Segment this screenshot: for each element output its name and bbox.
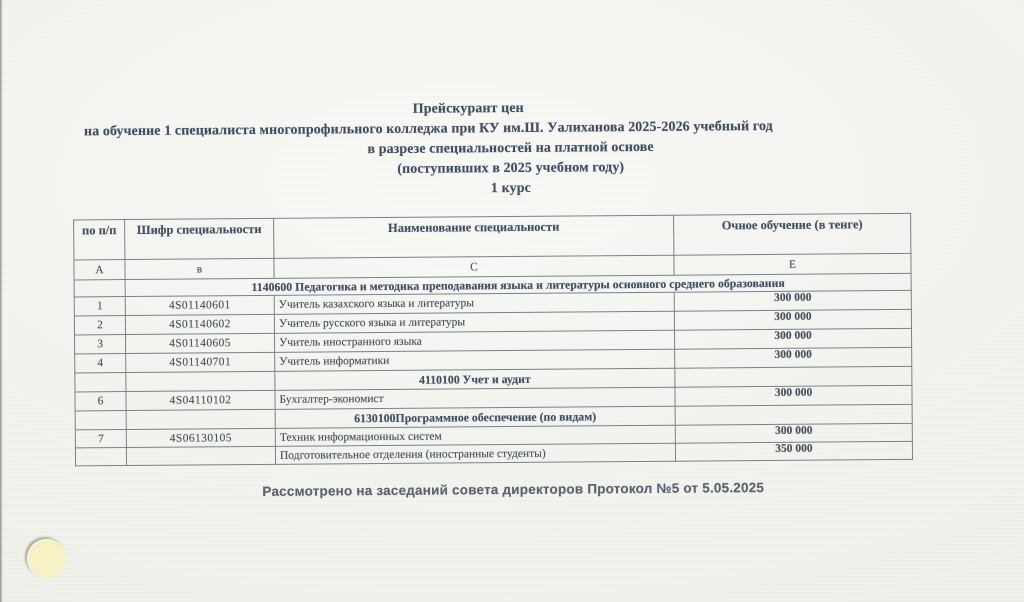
footer-protocol-note: Рассмотрено на заседаний совета директоров Протокол №5 от 5.05.2025	[262, 480, 765, 499]
tuition-price: 300 000	[674, 309, 911, 330]
table-header-row	[74, 213, 911, 260]
tuition-price: 300 000	[675, 423, 912, 443]
tuition-price: 350 000	[675, 441, 912, 461]
subheader-c: С	[274, 255, 674, 278]
row-number: 1	[74, 297, 125, 316]
row-number: 2	[74, 316, 125, 335]
row-number: 3	[75, 335, 126, 354]
tuition-price: 300 000	[675, 347, 912, 368]
specialty-name: Учитель казахского языка и литературы	[274, 292, 674, 314]
empty-cell	[675, 404, 912, 425]
empty-cell	[126, 409, 275, 429]
specialty-code: 4S06130105	[126, 428, 275, 447]
specialty-code	[126, 446, 275, 465]
specialty-name: Учитель информатики	[275, 349, 675, 371]
empty-cell	[75, 411, 126, 430]
tuition-price: 300 000	[674, 328, 911, 349]
row-number: 4	[75, 354, 126, 373]
title-line-2: на обучение 1 специалиста многопрофильного колледжа при КУ им.Ш. Уалиханова 2025-2026 учебный год	[83, 118, 773, 140]
specialty-code: 4S01140605	[126, 333, 275, 353]
empty-cell	[126, 371, 275, 391]
header-row-number: по п/п	[74, 220, 125, 260]
tuition-price: 300 000	[674, 290, 911, 311]
row-number	[75, 448, 126, 466]
specialty-code: 4S01140602	[125, 314, 274, 334]
specialty-name: Подготовительное отделения (иностранные студенты)	[275, 443, 675, 464]
tuition-price: 300 000	[675, 385, 912, 406]
subheader-a: А	[74, 260, 125, 280]
section-title: 4110100 Учет и аудит	[275, 368, 675, 390]
document-title	[0, 95, 1023, 203]
specialty-name: Учитель иностранного языка	[275, 330, 675, 352]
price-table	[73, 213, 913, 467]
row-number: 7	[75, 430, 126, 448]
title-line-3: в разрезе специальностей на платной основе	[367, 139, 654, 158]
subheader-e: Е	[674, 253, 911, 275]
empty-cell	[75, 373, 126, 392]
row-number: 6	[75, 392, 126, 411]
specialty-name: Техник информационных систем	[275, 425, 675, 446]
specialty-code: 4S01140601	[125, 295, 274, 315]
specialty-code: 4S04110102	[126, 390, 275, 410]
header-tuition: Очное обучение (в тенге)	[674, 213, 911, 255]
specialty-name: Бухгалтер-экономист	[275, 387, 675, 409]
section-title: 1140600 Педагогика и методика преподавания языка и литературы основного среднего образования	[125, 273, 911, 296]
specialty-name: Учитель русского языка и литературы	[274, 311, 674, 333]
empty-cell	[74, 280, 125, 297]
title-line-1: Прейскурант цен	[412, 100, 524, 117]
section-title: 6130100Программное обеспечение (по видам)	[275, 406, 675, 428]
specialty-code: 4S01140701	[126, 352, 275, 372]
title-line-5: 1 курс	[490, 180, 531, 197]
title-line-4: (поступивших в 2025 учебном году)	[397, 160, 625, 177]
empty-cell	[675, 366, 912, 387]
header-specialty-code: Шифр специальности	[125, 218, 274, 259]
subheader-b: в	[125, 258, 274, 279]
header-specialty-name: Наименование специальности	[274, 215, 674, 258]
